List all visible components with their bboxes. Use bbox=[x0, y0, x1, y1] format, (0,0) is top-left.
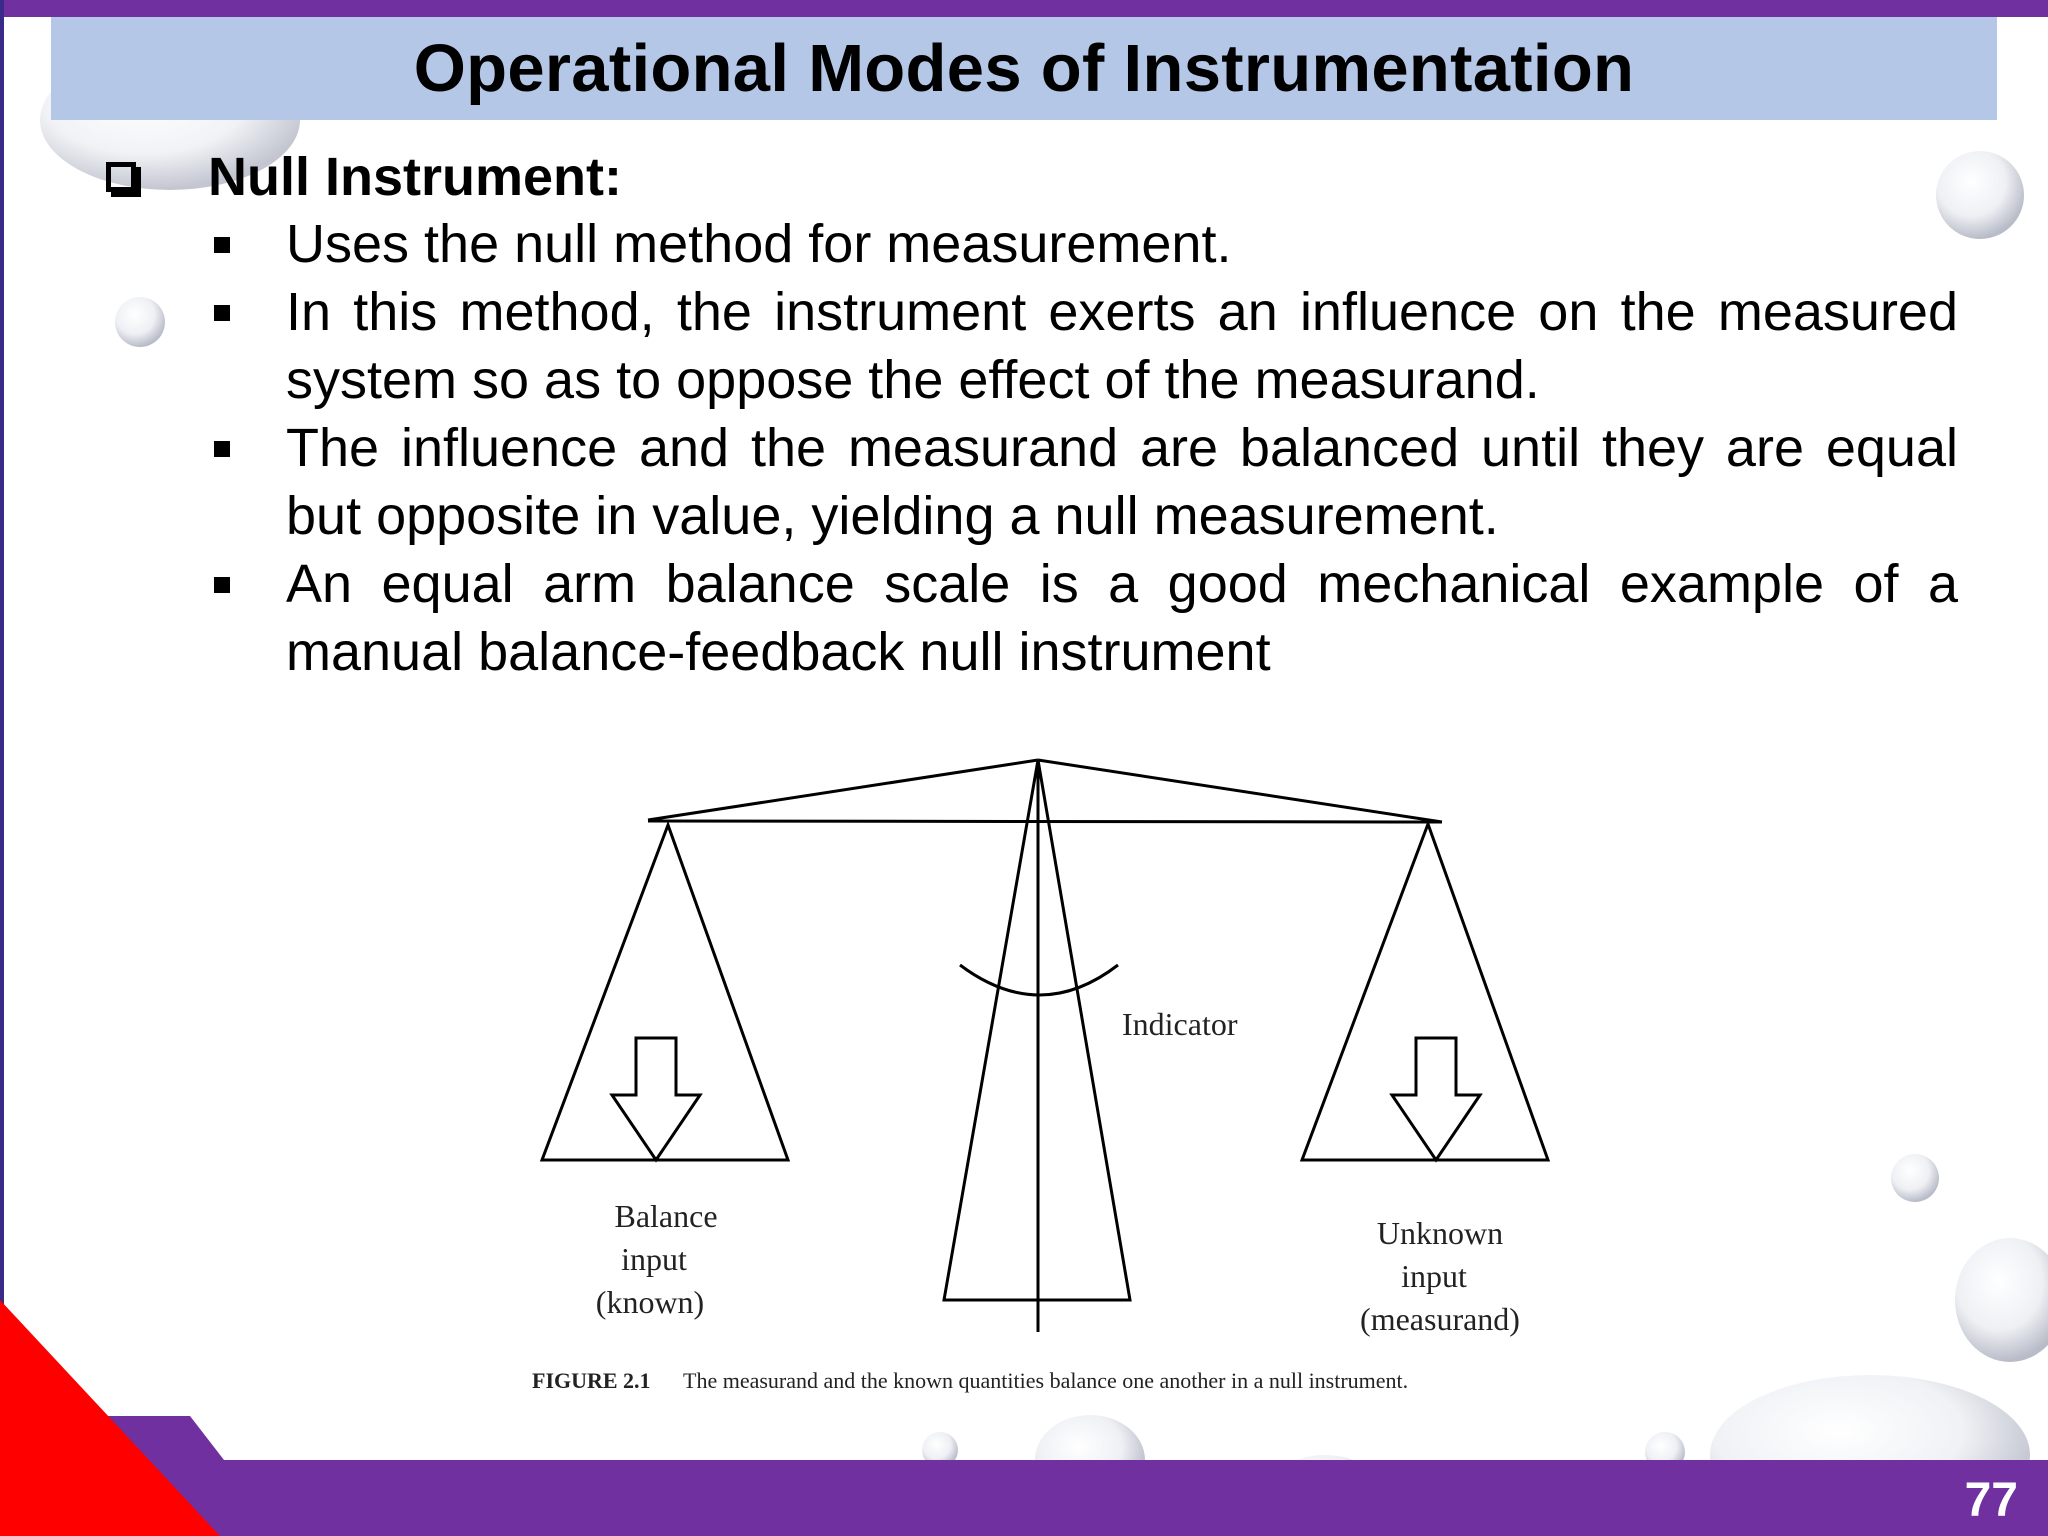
left-label-line1: Balance bbox=[614, 1198, 718, 1234]
bullet-text: The influence and the measurand are balanced until they are equal but opposite in value, yielding a null measurement. bbox=[286, 418, 1958, 546]
square-bullet-icon bbox=[214, 577, 230, 593]
bullet-item bbox=[210, 414, 1958, 550]
right-pan bbox=[1302, 824, 1548, 1160]
bullet-text: In this method, the instrument exerts an influence on the measured system so as to oppose the effect of the measurand. bbox=[286, 282, 1958, 410]
bottom-footer-band bbox=[0, 1460, 2048, 1536]
figure-caption-number: FIGURE 2.1 bbox=[532, 1368, 651, 1393]
beam-top-left bbox=[648, 760, 1038, 820]
right-label-line2: input bbox=[1401, 1258, 1467, 1294]
beam-top-right bbox=[1038, 760, 1442, 822]
bullet-list bbox=[210, 210, 1958, 686]
balance-scale-figure bbox=[520, 740, 1580, 1405]
left-label-line3: (known) bbox=[595, 1284, 705, 1320]
square-bullet-icon bbox=[214, 237, 230, 253]
square-bullet-icon bbox=[214, 305, 230, 321]
section-heading bbox=[106, 144, 622, 210]
right-label-line1: Unknown bbox=[1376, 1215, 1504, 1251]
bullet-item bbox=[210, 550, 1958, 686]
right-label-line3: (measurand) bbox=[1360, 1301, 1520, 1337]
bullet-item bbox=[210, 278, 1958, 414]
square-bullet-icon bbox=[214, 441, 230, 457]
bullet-text: An equal arm balance scale is a good mechanical example of a manual balance-feedback null instrument bbox=[286, 554, 1958, 682]
left-label-line2: input bbox=[621, 1241, 687, 1277]
bullet-item bbox=[210, 210, 1958, 278]
corner-decoration bbox=[0, 1300, 240, 1536]
left-pan bbox=[542, 825, 788, 1160]
bullet-text: Uses the null method for measurement. bbox=[286, 214, 1232, 274]
figure-caption-text: The measurand and the known quantities balance one another in a null instrument. bbox=[683, 1368, 1409, 1393]
title-band bbox=[51, 17, 1997, 120]
slide-title: Operational Modes of Instrumentation bbox=[413, 31, 1635, 106]
indicator-label: Indicator bbox=[1122, 1006, 1238, 1042]
right-arrow-icon bbox=[1392, 1038, 1480, 1160]
left-arrow-icon bbox=[612, 1038, 700, 1160]
page-number: 77 bbox=[1964, 1474, 2018, 1527]
heading-text: Null Instrument: bbox=[208, 147, 622, 207]
beam bbox=[648, 821, 1442, 822]
checkbox-bullet-icon bbox=[106, 162, 172, 192]
